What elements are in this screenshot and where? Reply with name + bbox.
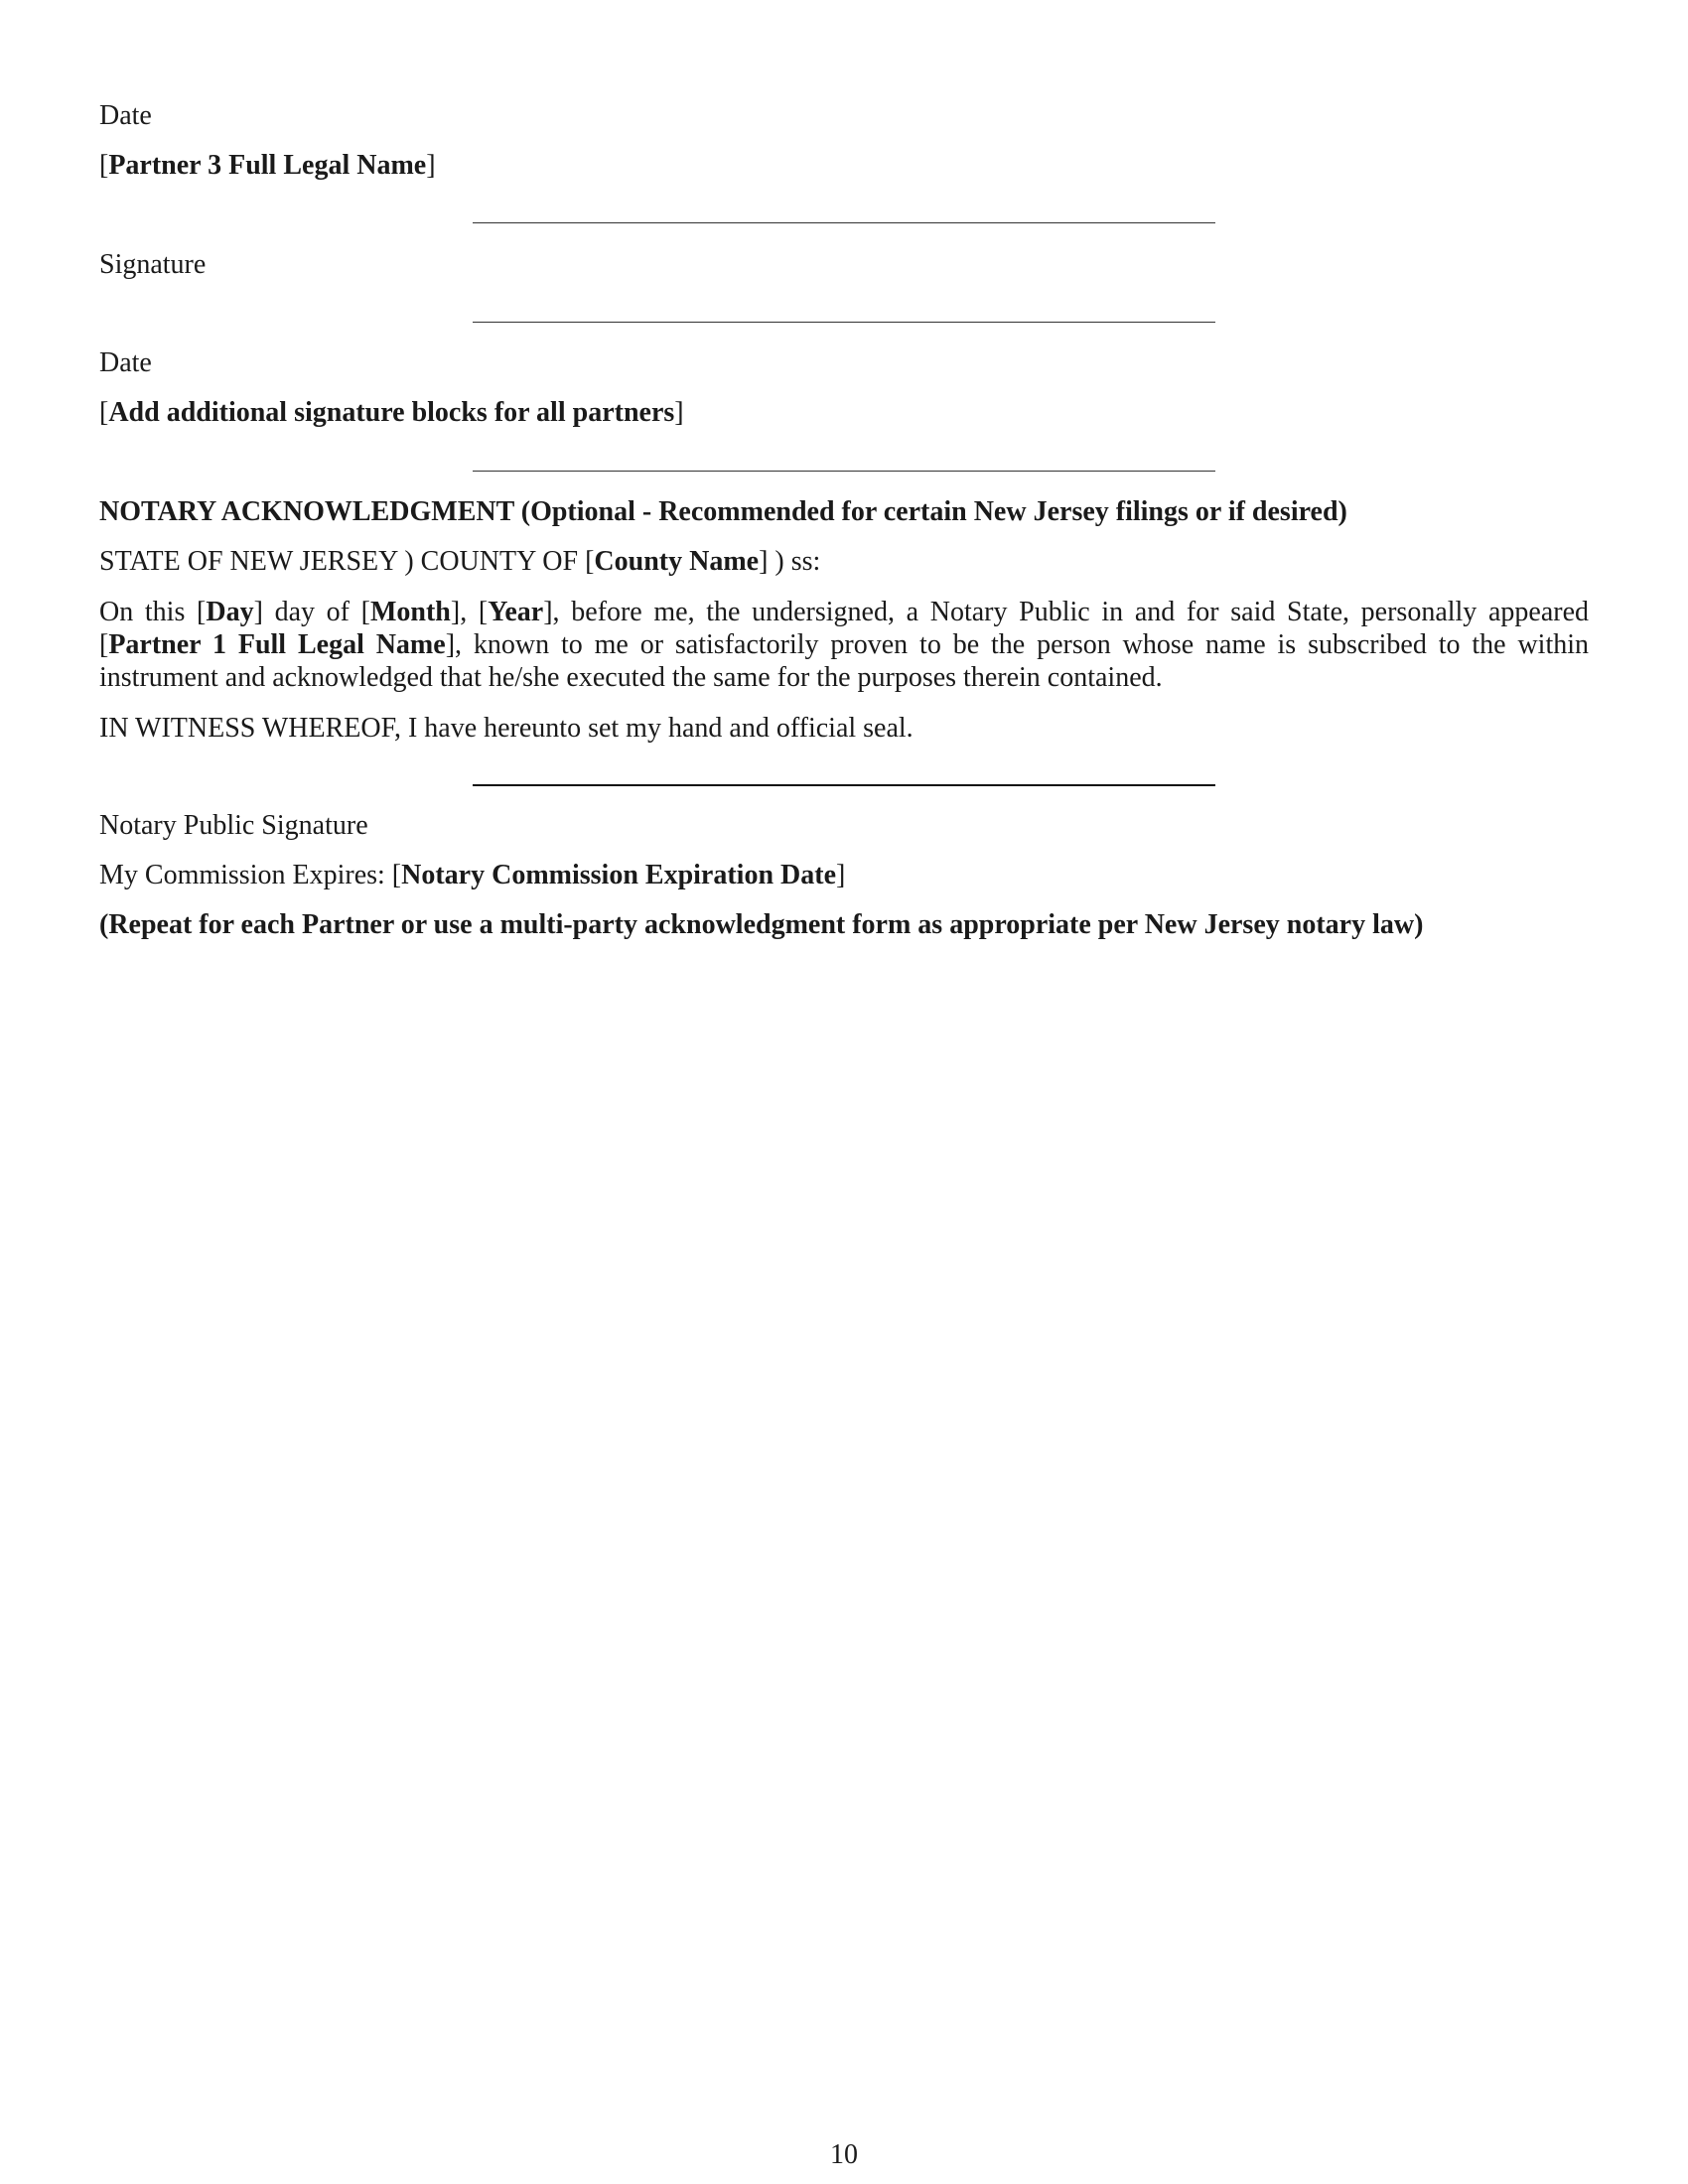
notary-signature-label: Notary Public Signature xyxy=(99,810,368,841)
partner3-date-label: Date xyxy=(99,347,152,378)
partner3-name-placeholder: Partner 3 Full Legal Name xyxy=(108,150,427,181)
month-placeholder: Month xyxy=(369,597,451,627)
partner1-name-placeholder: Partner 1 Full Legal Name xyxy=(108,629,446,660)
date-label: Date xyxy=(99,100,152,131)
witness-clause: IN WITNESS WHEREOF, I have hereunto set my hand and official seal. xyxy=(99,713,914,744)
section-divider xyxy=(473,471,1215,472)
page-number: 10 xyxy=(830,2139,858,2170)
notary-body: On this [Day] day of [Month], [Year], before me, the undersigned, a Notary Public in and for said State, personally appeared [Partner 1 Full Legal Name], known to me or satisfactorily proven to be the person whose name is subscribed to the within instrument and acknowledged that he/she executed the same for the purposes therein contained. xyxy=(99,597,1590,693)
commission-expires: My Commission Expires: [Notary Commission Expiration Date] xyxy=(99,860,846,890)
year-placeholder: Year xyxy=(488,597,544,627)
partner3-date-line xyxy=(473,322,1215,323)
partner3-signature-line xyxy=(473,222,1215,223)
additional-blocks-note: [Add additional signature blocks for all partners] xyxy=(99,397,684,428)
commission-date-placeholder: Notary Commission Expiration Date xyxy=(401,860,836,890)
county-placeholder: County Name xyxy=(594,546,760,577)
partner3-name-line: [Partner 3 Full Legal Name] xyxy=(99,150,436,181)
notary-venue: STATE OF NEW JERSEY ) COUNTY OF [County Name] ) ss: xyxy=(99,546,821,577)
notary-heading: NOTARY ACKNOWLEDGMENT (Optional - Recommended for certain New Jersey filings or if desired) xyxy=(99,496,1347,527)
notary-signature-line xyxy=(473,784,1215,786)
repeat-note: (Repeat for each Partner or use a multi-party acknowledgment form as appropriate per New Jersey notary law) xyxy=(99,909,1424,940)
partner3-signature-label: Signature xyxy=(99,249,207,280)
day-placeholder: Day xyxy=(206,597,254,627)
